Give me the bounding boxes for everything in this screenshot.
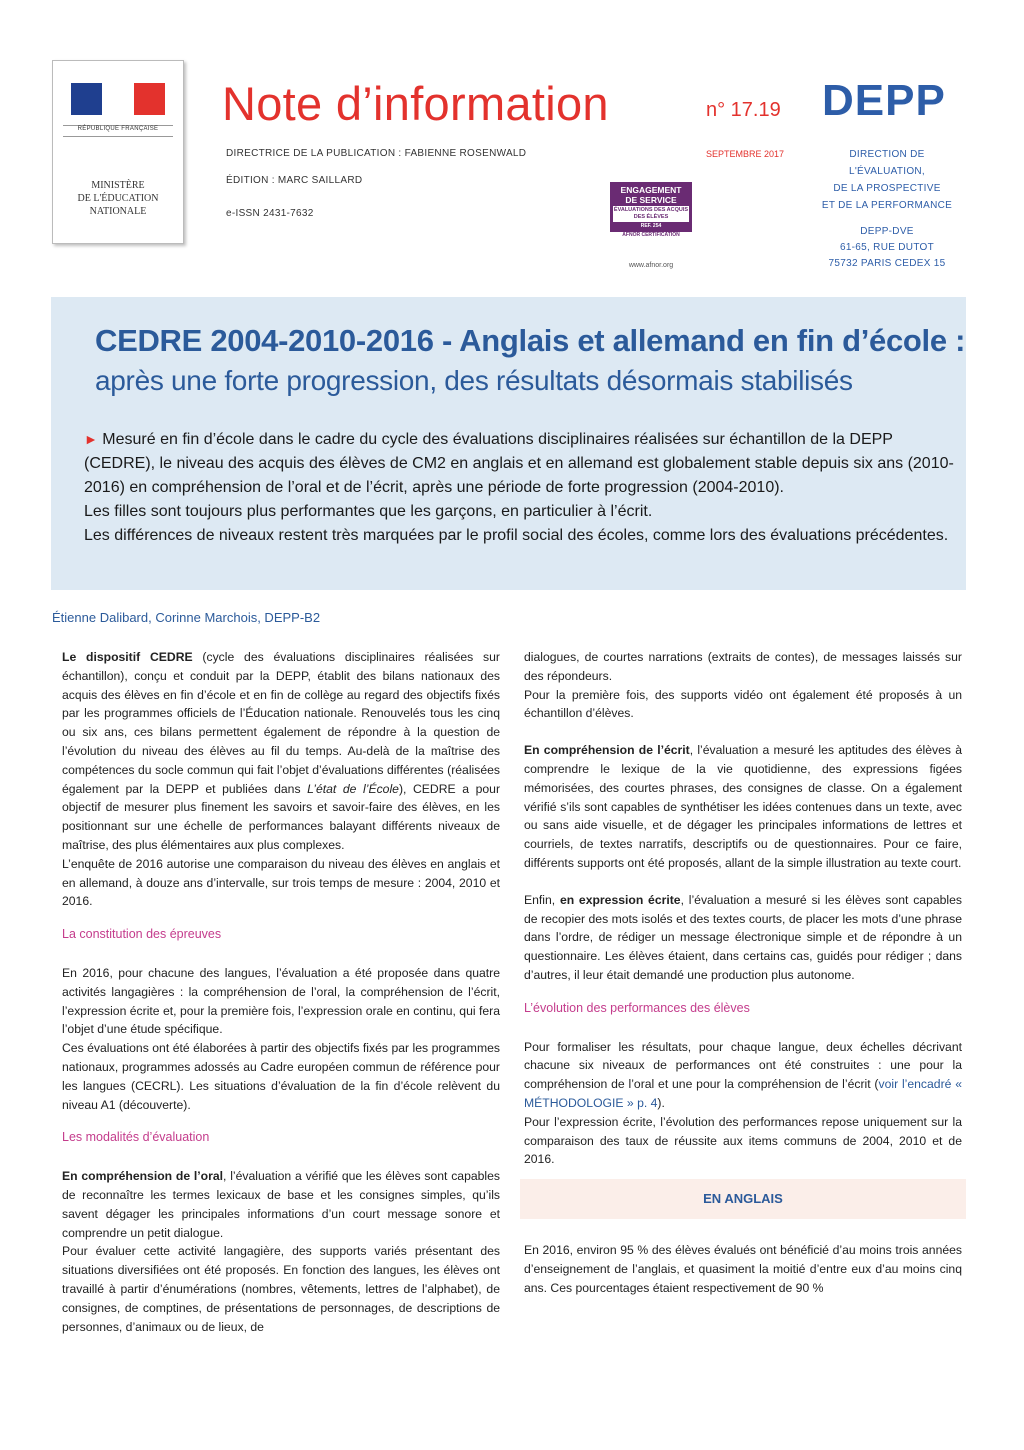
depp-direction: DIRECTION DE L'ÉVALUATION, DE LA PROSPECTIVE ET DE LA PERFORMANCE	[821, 149, 953, 211]
en-anglais-box: EN ANGLAIS	[520, 1179, 966, 1219]
french-flag-icon	[71, 83, 165, 115]
summary-box	[51, 297, 966, 590]
publication-date: SEPTEMBRE 2017	[706, 149, 785, 159]
arrow-icon: ►	[84, 431, 98, 447]
main-subtitle: après une forte progression, des résultats désormais stabilisés	[95, 365, 853, 396]
left-column: Le dispositif CEDRE (cycle des évaluations disciplinaires réalisées sur échantillon), conçu et conduit par la DEPP, établit des bilans nationaux des acquis des élèves en fin d’école et en fin de collège au regard des objectifs fixés par les programmes officiels de l’Éducation nationale. Renouvelés tous les cinq ou six ans, ces bilans permettent également de répondre à la question de l’évolution du niveau des élèves au fil du temps. Au-delà de la maîtrise des compétences du socle commun qui fait l’objet d’évaluations différentes (réalisées également par la DEPP et publiées dans L’état de l’École), CEDRE a pour objectif de mesurer plus finement les savoirs et savoir-faire des élèves, en les positionnant sur une échelle de performances balayant différents niveaux de maîtrise, des plus élémentaires aux plus complexes. L’enquête de 2016 autorise une comparaison du niveau des élèves en anglais et en allemand, à douze ans d’intervalle, sur trois temps de mesure : 2004, 2010 et 2016. La constitution des épreuves En 2016, pour chacune des langues, l’évaluation a été proposée dans quatre activités langagières : la compréhension de l’oral, la compréhension de l’écrit, l’expression écrite et, pour la première fois, l’expression orale en continu, qui fera l’objet d’une étude spécifique. Ces évaluations ont été élaborées à partir des objectifs fixés par les programmes nationaux, programmes adossés au Cadre européen commun de référence pour les langues (CECRL). Les situations d’évaluation de la fin d’école relèvent du niveau A1 (découverte). Les modalités d’évaluation En compréhension de l’oral, l’évaluation a vérifié que les élèves sont capables de reconnaître les termes lexicaux de base et les consignes simples, qu’ils savent dégager les principales informations d’un court message sonore et comprendre un petit dialogue. Pour évaluer cette activité langagière, des supports variés présentant des situations diversifiées ont été proposés. En fonction des langues, les élèves ont travaillé à partir d’énumérations (nombres, vêtements, lettres de l’alphabet), de consignes, de comptines, de présentations de personnages, de descriptions de personnes, d’animaux ou de lieux, de	[62, 650, 500, 1334]
main-title: CEDRE 2004-2010-2016 - Anglais et allemand en fin d’école :	[95, 323, 966, 358]
afnor-url: www.afnor.org	[628, 262, 674, 269]
authors: Étienne Dalibard, Corinne Marchois, DEPP-B2	[52, 610, 321, 625]
issue-number: n° 17.19	[706, 99, 781, 121]
afnor-badge: ENGAGEMENT DE SERVICE ÉVALUATIONS DES ACQUIS DES ÉLÈVES REF. 254 AFNOR CERTIFICATION	[610, 182, 692, 236]
ministry-name: MINISTÈRE DE L'ÉDUCATION NATIONALE	[77, 180, 159, 217]
section-heading: L’évolution des performances des élèves	[524, 1000, 750, 1015]
issn-line: e-ISSN 2431-7632	[226, 208, 314, 219]
methodology-link[interactable]: voir l’encadré « MÉTHODOLOGIE » p. 4	[524, 1077, 962, 1110]
section-heading: La constitution des épreuves	[62, 927, 222, 942]
republic-caption: RÉPUBLIQUE FRANÇAISE	[63, 125, 173, 137]
ministry-logo	[52, 60, 184, 244]
note-title: Note d’information	[222, 77, 609, 130]
right-column: dialogues, de courtes narrations (extraits de contes), de messages laissés sur des répondeurs. Pour la première fois, des supports vidéo ont également été proposés à un échantillon d’élèves. En compréhension de l’écrit, l’évaluation a mesuré les aptitudes des élèves à comprendre le lexique de la vie quotidienne, des expressions figées mémorisées, des courtes phrases, des consignes de classe. On a également vérifié s’ils sont capables de synthétiser les idées contenues dans un texte, avec ou sans aide visuelle, et de dégager les principales informations de lettres et courriels, de textes narratifs, descriptifs ou de questionnaires. Pour ce faire, différents supports ont été proposés, allant de la simple illustration au texte court. Enfin, en expression écrite, l’évaluation a mesuré si les élèves sont capables de recopier des mots isolés et des textes courts, de placer les mots d’une phrase dans l’ordre, de rédiger un message électronique simple et de répondre à un questionnaire. Les élèves étaient, dans certains cas, guidés pour rédiger ; dans d’autres, il leur était demandé une production plus autonome. L’évolution des performances des élèves Pour formaliser les résultats, pour chaque langue, deux échelles décrivant chacune six niveaux de performances ont été construites : une pour la compréhension de l’oral et une pour la compréhension de l’écrit (voir l’encadré « MÉTHODOLOGIE » p. 4). Pour l’expression écrite, l’évolution des performances repose uniquement sur la comparaison des taux de réussite aux items communs de 2004, 2010 et de 2016. EN ANGLAIS En 2016, environ 95 % des élèves évalués ont bénéficié d’au moins trois années d’enseignement de l’anglais, et quasiment la moitié d’entre eux d’au moins cinq ans. Ces pourcentages étaient respectivement de 90 %	[524, 648, 962, 1298]
depp-logo: DEPP	[822, 76, 946, 125]
edition-line: ÉDITION : MARC SAILLARD	[226, 175, 363, 186]
section-heading: Les modalités d’évaluation	[62, 1130, 210, 1145]
summary-text: ► Mesuré en fin d’école dans le cadre du cycle des évaluations disciplinaires réalisées sur échantillon de la DEPP (CEDRE), le niveau des acquis des élèves de CM2 en anglais et en allemand est globalement stable depuis six ans (2010-2016) en compréhension de l’oral et de l’écrit, après une période de forte progression (2004-2010). Les filles sont toujours plus performantes que les garçons, en particulier à l’écrit. Les différences de niveaux restent très marquées par le profil social des écoles, comme lors des évaluations précédentes.	[84, 431, 954, 544]
depp-address: DEPP-DVE 61-65, RUE DUTOT 75732 PARIS CEDEX 15	[828, 226, 946, 269]
director-line: DIRECTRICE DE LA PUBLICATION : FABIENNE ROSENWALD	[226, 148, 527, 159]
